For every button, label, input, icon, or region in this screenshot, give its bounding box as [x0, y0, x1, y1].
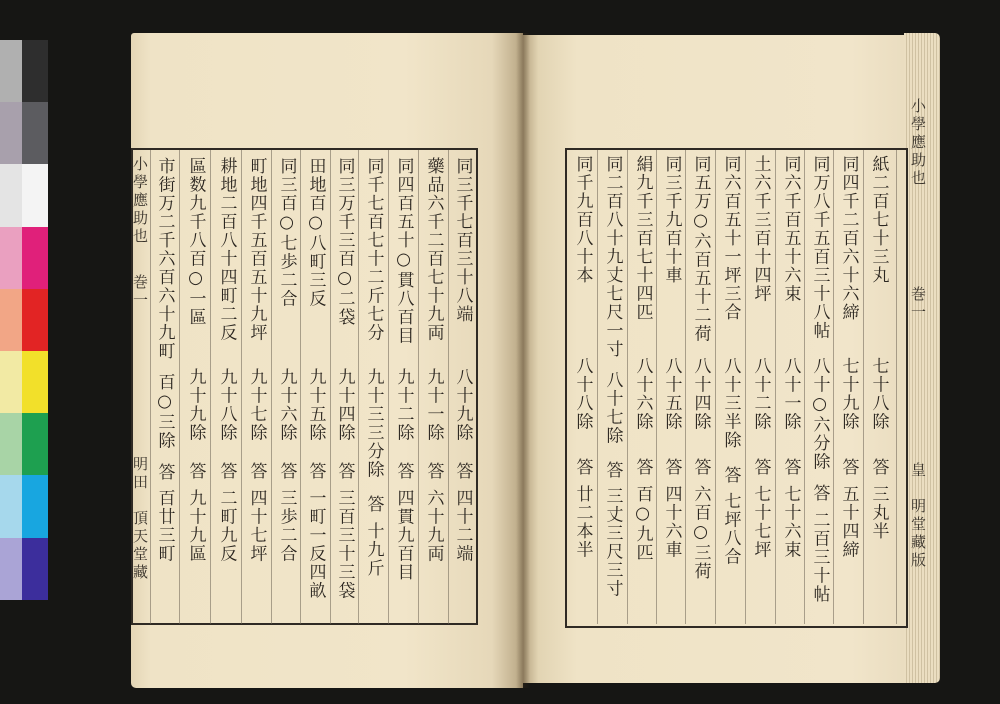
calibration-swatch [22, 102, 48, 164]
column-rule [833, 150, 834, 624]
calibration-swatch [22, 538, 48, 600]
answer-label: 答 [276, 462, 297, 481]
calibration-swatch [22, 475, 48, 537]
problem-answer: 四十六車 [661, 484, 682, 559]
problem-divisor: 八十四除 [690, 357, 711, 431]
column-rule [627, 150, 628, 624]
calibration-swatch [0, 413, 22, 475]
answer-label: 答 [780, 458, 801, 477]
column-rule [896, 150, 897, 624]
answer-label: 答 [690, 458, 711, 477]
calibration-swatch [0, 475, 22, 537]
problem-answer: 二町九反 [216, 488, 237, 563]
answer-label: 答 [602, 460, 623, 479]
problem-answer: 二百三十帖 [809, 510, 830, 603]
problem-quantity: 同三百○七歩二合 [276, 157, 297, 308]
column-rule [358, 150, 359, 624]
column-rule [597, 150, 598, 624]
problem-divisor: 九十三三分除 [363, 368, 384, 479]
problem-divisor: 七十八除 [868, 357, 889, 431]
problem-quantity: 同千九百八十本 [572, 155, 593, 285]
problem-quantity: 同三千九百十車 [661, 155, 682, 285]
problem-quantity: 市街万二千六百六十九町 [154, 157, 175, 361]
calibration-swatch [0, 164, 22, 226]
calibration-swatch [22, 289, 48, 351]
calibration-swatch [0, 227, 22, 289]
problem-answer: 四十二端 [452, 488, 473, 563]
left-margin-volume: 巻一 [131, 274, 149, 310]
problem-answer: 九十九區 [185, 488, 206, 563]
calibration-swatch [0, 289, 22, 351]
answer-label: 答 [632, 458, 653, 477]
column-rule [715, 150, 716, 624]
column-rule [745, 150, 746, 624]
problem-divisor: 百○三除 [154, 372, 175, 450]
answer-label: 答 [838, 458, 859, 477]
column-rule [330, 150, 331, 624]
calibration-swatch [0, 351, 22, 413]
problem-answer: 三百三十三袋 [334, 488, 355, 600]
column-rule [210, 150, 211, 624]
problem-divisor: 八十八除 [572, 357, 593, 431]
problem-divisor: 八十五除 [661, 357, 682, 431]
problem-answer: 七坪八合 [720, 492, 741, 566]
problem-quantity: 絹九千三百七十四匹 [632, 155, 653, 322]
answer-label: 答 [154, 462, 175, 481]
answer-label: 答 [216, 462, 237, 481]
left-margin-title: 小學應助也 [131, 156, 149, 246]
column-rule [804, 150, 805, 624]
problem-answer: 四十七坪 [246, 488, 267, 563]
problem-quantity: 田地百○八町三反 [305, 157, 326, 308]
calibration-swatch [22, 351, 48, 413]
calibration-swatch [22, 413, 48, 475]
problem-answer: 七十六束 [780, 484, 801, 559]
answer-label: 答 [661, 458, 682, 477]
problem-quantity: 同三万千三百○二袋 [334, 157, 355, 327]
problem-answer: 三丸半 [868, 484, 889, 540]
problem-quantity: 同二百八十九丈七尺一寸 [602, 155, 623, 359]
problem-quantity: 藥品六千二百七十九両 [423, 157, 444, 342]
problem-quantity: 耕地二百八十四町二反 [216, 157, 237, 342]
problem-divisor: 九十二除 [393, 368, 414, 442]
problem-divisor: 八十一除 [780, 357, 801, 431]
problem-quantity: 町地四千五百五十九坪 [246, 157, 267, 342]
problem-divisor: 八十六除 [632, 357, 653, 431]
problem-answer: 三歩二合 [276, 488, 297, 563]
problem-quantity: 同千七百七十二斤七分 [363, 157, 384, 342]
problem-answer: 三丈三尺三寸 [602, 487, 623, 598]
answer-label: 答 [452, 462, 473, 481]
problem-answer: 六百○三荷 [690, 484, 711, 580]
book-gutter [516, 33, 530, 688]
problem-divisor: 九十五除 [305, 368, 326, 442]
right-margin-title: 小學應助也 [909, 98, 927, 188]
column-rule [388, 150, 389, 624]
problem-divisor: 九十六除 [276, 368, 297, 442]
answer-label: 答 [334, 462, 355, 481]
problem-divisor: 八十九除 [452, 368, 473, 442]
problem-quantity: 同五万○六百五十二荷 [690, 155, 711, 343]
answer-label: 答 [305, 462, 326, 481]
problem-quantity: 同六千百五十六束 [780, 155, 801, 303]
problem-answer: 一町一反四畝 [305, 488, 326, 600]
problem-answer: 百○九匹 [632, 484, 653, 562]
problem-quantity: 區数九千八百○一區 [185, 157, 206, 327]
answer-label: 答 [363, 495, 384, 514]
answer-label: 答 [423, 462, 444, 481]
answer-label: 答 [868, 458, 889, 477]
problem-divisor: 九十四除 [334, 368, 355, 442]
problem-divisor: 八十二除 [750, 357, 771, 431]
answer-label: 答 [246, 462, 267, 481]
problem-divisor: 八十○六分除 [809, 357, 830, 471]
calibration-swatch [22, 227, 48, 289]
answer-label: 答 [720, 465, 741, 484]
column-rule [448, 150, 449, 624]
problem-answer: 七十七坪 [750, 484, 771, 559]
problem-divisor: 八十三半除 [720, 357, 741, 450]
problem-quantity: 同四百五十○貫八百目 [393, 157, 414, 345]
calibration-swatch [0, 40, 22, 102]
column-rule [179, 150, 180, 624]
answer-label: 答 [809, 484, 830, 503]
problem-quantity: 紙二百七十三丸 [868, 155, 889, 285]
problem-answer: 十九斤 [363, 521, 384, 577]
column-rule [656, 150, 657, 624]
problem-divisor: 九十一除 [423, 368, 444, 442]
calibration-swatch [22, 164, 48, 226]
answer-label: 答 [393, 462, 414, 481]
problem-answer: 廿二本半 [572, 484, 593, 559]
column-rule [300, 150, 301, 624]
calibration-swatch [0, 102, 22, 164]
answer-label: 答 [185, 462, 206, 481]
color-calibration-strip [0, 40, 48, 600]
problem-quantity: 土六千三百十四坪 [750, 155, 771, 303]
column-rule [418, 150, 419, 624]
problem-quantity: 同六百五十一坪三合 [720, 155, 741, 322]
left-margin-publisher: 明田 頂天堂藏 [131, 456, 149, 582]
problem-answer: 百廿三町 [154, 489, 175, 563]
problem-divisor: 九十八除 [216, 368, 237, 442]
problem-quantity: 同三千七百三十八端 [452, 157, 473, 324]
column-rule [241, 150, 242, 624]
problem-divisor: 九十九除 [185, 368, 206, 442]
problem-divisor: 七十九除 [838, 357, 859, 431]
answer-label: 答 [572, 458, 593, 477]
problem-divisor: 九十七除 [246, 368, 267, 442]
calibration-swatch [22, 40, 48, 102]
right-margin-publisher: 皇 明堂藏版 [909, 462, 927, 570]
problem-answer: 五十四締 [838, 484, 859, 559]
column-rule [150, 150, 151, 624]
column-rule [775, 150, 776, 624]
right-margin-volume: 巻一 [909, 286, 927, 322]
problem-answer: 六十九両 [423, 488, 444, 563]
column-rule [271, 150, 272, 624]
problem-answer: 四貫九百目 [393, 488, 414, 581]
problem-divisor: 八十七除 [602, 370, 623, 445]
column-rule [863, 150, 864, 624]
calibration-swatch [0, 538, 22, 600]
column-rule [685, 150, 686, 624]
problem-quantity: 同四千二百六十六締 [838, 155, 859, 322]
answer-label: 答 [750, 458, 771, 477]
problem-quantity: 同万八千五百三十八帖 [809, 155, 830, 340]
